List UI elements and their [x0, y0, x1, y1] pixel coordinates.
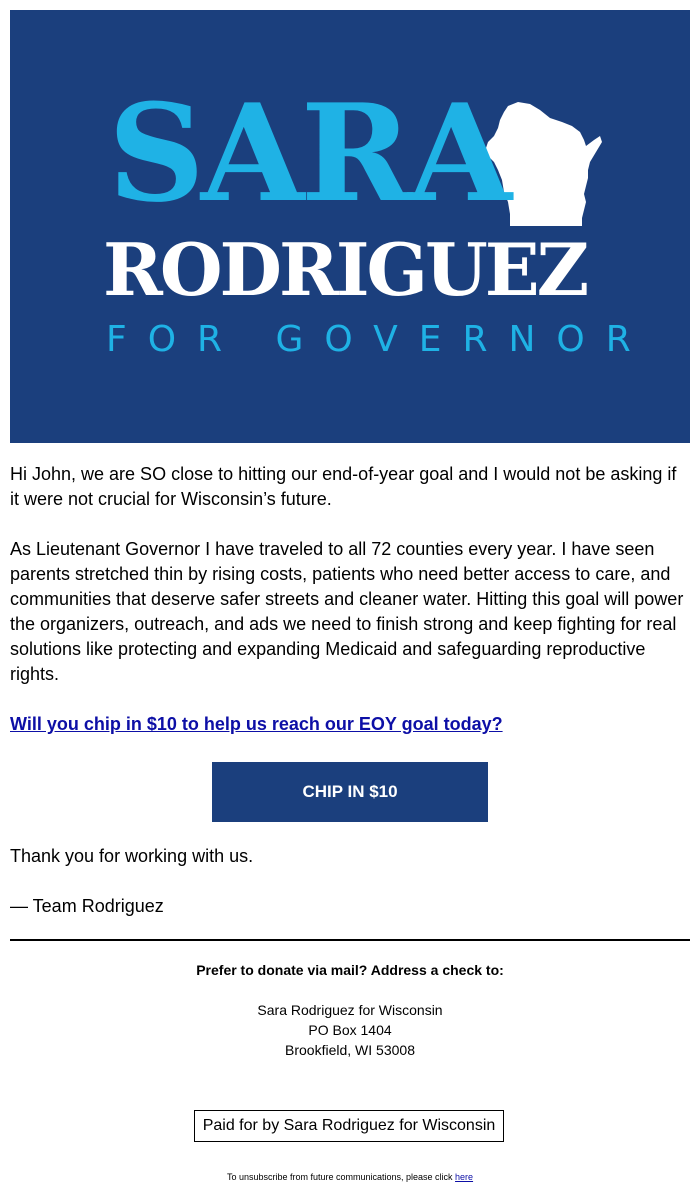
greeting-paragraph: Hi John, we are SO close to hitting our end-of-year goal and I would not be asking if it were not crucial for Wisconsin’s future.	[10, 464, 677, 509]
story-paragraph: As Lieutenant Governor I have traveled to all 72 counties every year. I have seen parents stretched thin by rising costs, patients who need better access to care, and communities that deserve safer streets and cleaner water. Hitting this goal will power the organizers, outreach, and ads we need to finish strong and keep fighting for real solutions like protecting and expanding Medicaid and safeguarding reproductive rights.	[10, 539, 684, 684]
paid-for-disclaimer: Paid for by Sara Rodriguez for Wisconsin	[194, 1110, 504, 1142]
mailing-address	[10, 1000, 690, 1060]
email-body	[10, 462, 690, 762]
unsubscribe-text: To unsubscribe from future communications, please click	[226, 1172, 456, 1182]
chip-in-button[interactable]: CHIP IN $10	[212, 762, 488, 822]
logo-first-name: SARA	[108, 74, 509, 232]
footer	[10, 960, 690, 1060]
footer-divider	[10, 939, 690, 941]
donate-ask-link[interactable]: Will you chip in $10 to help us reach our EOY goal today?	[10, 714, 503, 734]
logo-last-name: RODRIGUEZ	[103, 227, 587, 312]
address-line: Brookfield, WI 53008	[285, 1042, 415, 1058]
signoff-text: — Team Rodriguez	[10, 896, 164, 916]
campaign-banner	[10, 10, 690, 443]
mail-donation-heading: Prefer to donate via mail? Address a check to:	[196, 962, 504, 978]
unsubscribe-line	[10, 1171, 690, 1183]
logo-tagline: FOR GOVERNOR	[106, 319, 652, 360]
thanks-text: Thank you for working with us.	[10, 846, 254, 866]
unsubscribe-link[interactable]: here	[455, 1172, 474, 1182]
address-line: PO Box 1404	[308, 1022, 392, 1038]
address-line: Sara Rodriguez for Wisconsin	[257, 1002, 443, 1018]
cta-container	[212, 762, 488, 822]
ask-paragraph	[10, 712, 690, 737]
